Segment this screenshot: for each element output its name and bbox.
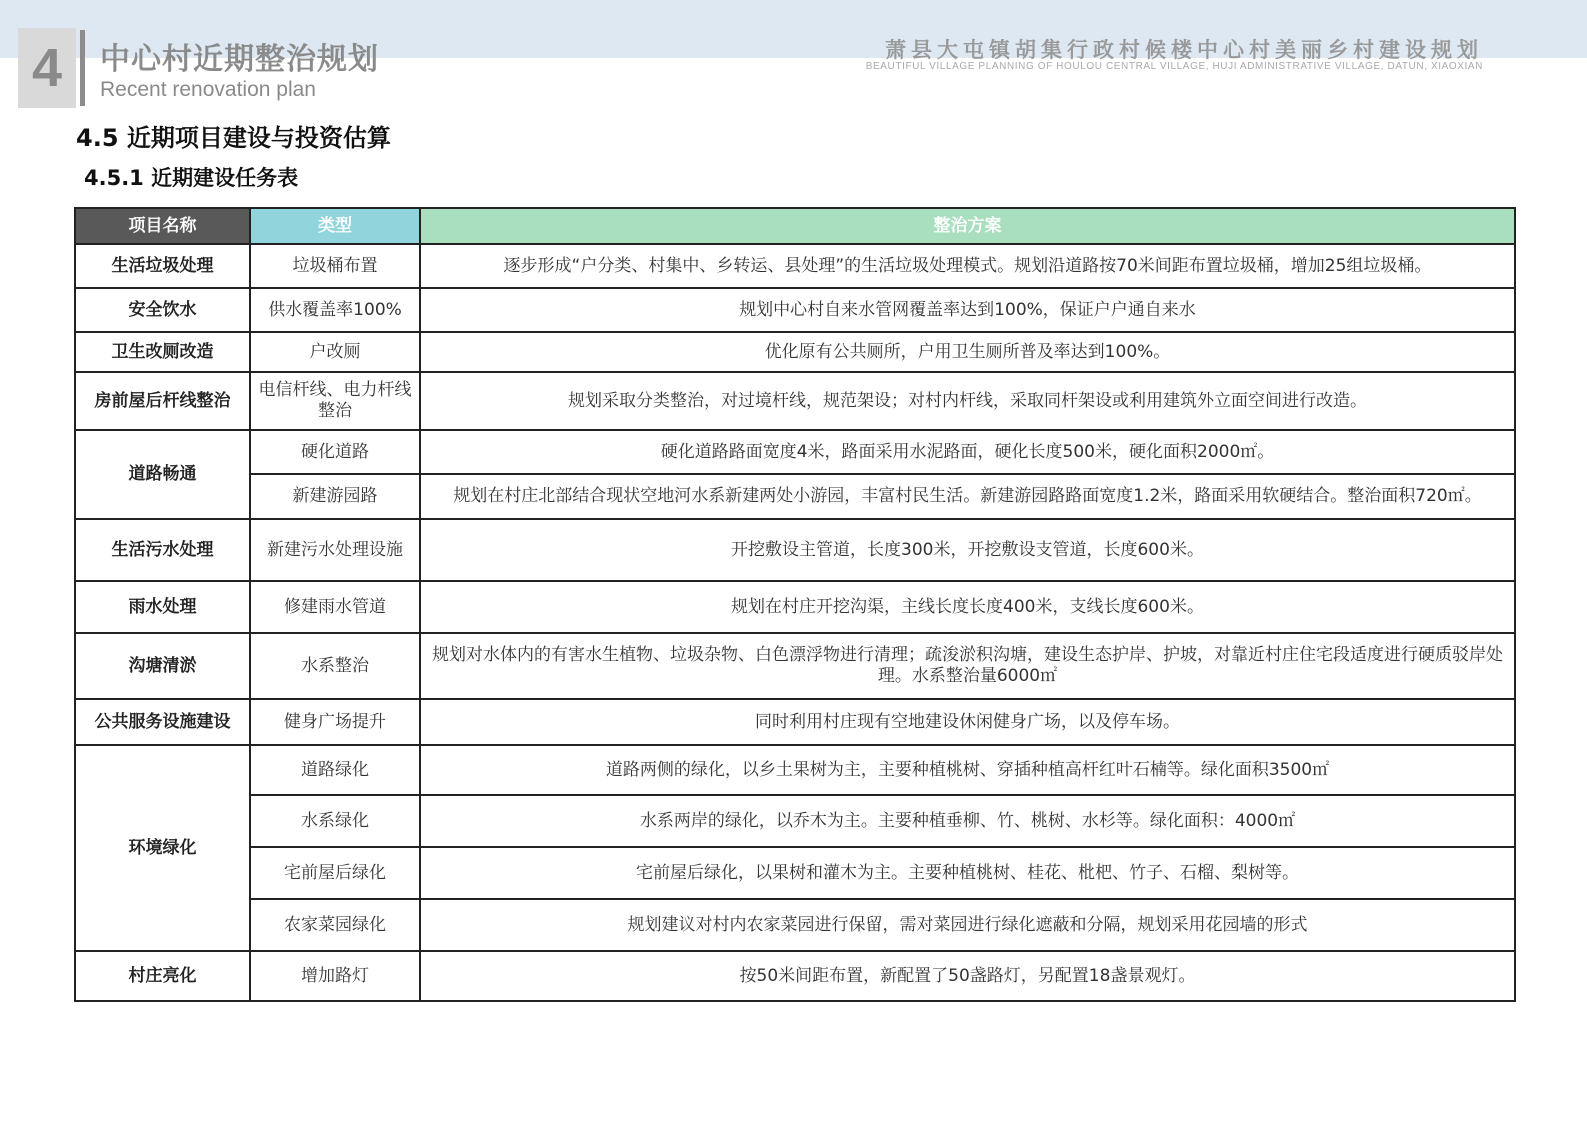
task-table (74, 207, 1516, 1002)
row-name: 雨水处理 (75, 581, 250, 633)
row-name: 道路畅通 (75, 430, 250, 519)
row-type: 新建污水处理设施 (250, 519, 420, 581)
row-plan: 逐步形成“户分类、村集中、乡转运、县处理”的生活垃圾处理模式。规划沿道路按70米间距布置垃圾桶，增加25组垃圾桶。 (420, 244, 1515, 288)
row-plan: 硬化道路路面宽度4米，路面采用水泥路面，硬化长度500米，硬化面积2000㎡。 (420, 430, 1515, 474)
row-type: 修建雨水管道 (250, 581, 420, 633)
row-plan: 规划在村庄北部结合现状空地河水系新建两处小游园，丰富村民生活。新建游园路路面宽度1.2米，路面采用软硬结合。整治面积720㎡。 (420, 474, 1515, 519)
row-plan: 规划中心村自来水管网覆盖率达到100%，保证户户通自来水 (420, 288, 1515, 332)
row-type: 供水覆盖率100% (250, 288, 420, 332)
table-row (75, 519, 1515, 581)
row-type: 水系整治 (250, 633, 420, 699)
row-name: 房前屋后杆线整治 (75, 372, 250, 430)
row-plan: 宅前屋后绿化，以果树和灌木为主。主要种植桃树、桂花、枇杷、竹子、石榴、梨树等。 (420, 847, 1515, 899)
row-plan: 开挖敷设主管道，长度300米，开挖敷设支管道，长度600米。 (420, 519, 1515, 581)
row-plan: 水系两岸的绿化，以乔木为主。主要种植垂柳、竹、桃树、水杉等。绿化面积：4000㎡ (420, 795, 1515, 847)
row-type: 垃圾桶布置 (250, 244, 420, 288)
table-header-row (75, 208, 1515, 244)
row-name: 卫生改厕改造 (75, 332, 250, 372)
row-plan: 按50米间距布置，新配置了50盏路灯，另配置18盏景观灯。 (420, 951, 1515, 1001)
page-subtitle-en: Recent renovation plan (100, 78, 316, 101)
row-type: 健身广场提升 (250, 699, 420, 745)
row-type: 增加路灯 (250, 951, 420, 1001)
subsection-heading: 4.5.1 近期建设任务表 (84, 166, 299, 190)
section-divider-bar (80, 30, 85, 106)
header-plan: 整治方案 (420, 208, 1515, 244)
table-row (75, 581, 1515, 633)
table-row (75, 244, 1515, 288)
table-row (75, 847, 1515, 899)
row-plan: 规划采取分类整治，对过境杆线，规范架设；对村内杆线，采取同杆架设或利用建筑外立面空间进行改造。 (420, 372, 1515, 430)
row-type: 道路绿化 (250, 745, 420, 795)
row-type: 水系绿化 (250, 795, 420, 847)
table-row (75, 745, 1515, 795)
table-row (75, 474, 1515, 519)
row-type: 宅前屋后绿化 (250, 847, 420, 899)
row-name: 村庄亮化 (75, 951, 250, 1001)
row-plan: 规划对水体内的有害水生植物、垃圾杂物、白色漂浮物进行清理；疏浚淤积沟塘，建设生态护岸、护坡，对靠近村庄住宅段适度进行硬质驳岸处理。水系整治量6000㎡ (420, 633, 1515, 699)
table-row (75, 633, 1515, 699)
row-name: 环境绿化 (75, 745, 250, 951)
section-number-badge: 4 (18, 28, 76, 108)
row-name: 沟塘清淤 (75, 633, 250, 699)
header-project-name: 项目名称 (75, 208, 250, 244)
row-name: 生活垃圾处理 (75, 244, 250, 288)
project-title-en: BEAUTIFUL VILLAGE PLANNING OF HOULOU CENTRAL VILLAGE, HUJI ADMINISTRATIVE VILLAGE, DATUN, XIAOXIAN (865, 61, 1483, 72)
table-row (75, 332, 1515, 372)
page-title: 中心村近期整治规划 (100, 42, 379, 77)
row-plan: 道路两侧的绿化，以乡土果树为主，主要种植桃树、穿插种植高杆红叶石楠等。绿化面积3500㎡ (420, 745, 1515, 795)
row-type: 农家菜园绿化 (250, 899, 420, 951)
row-plan: 同时利用村庄现有空地建设休闲健身广场，以及停车场。 (420, 699, 1515, 745)
row-type: 电信杆线、电力杆线整治 (250, 372, 420, 430)
project-title: 萧县大屯镇胡集行政村候楼中心村美丽乡村建设规划 (885, 38, 1483, 62)
table-row (75, 288, 1515, 332)
row-name: 公共服务设施建设 (75, 699, 250, 745)
row-plan: 规划在村庄开挖沟渠，主线长度长度400米，支线长度600米。 (420, 581, 1515, 633)
table-row (75, 372, 1515, 430)
row-plan: 规划建议对村内农家菜园进行保留，需对菜园进行绿化遮蔽和分隔，规划采用花园墙的形式 (420, 899, 1515, 951)
table-row (75, 430, 1515, 474)
table-row (75, 951, 1515, 1001)
row-plan: 优化原有公共厕所，户用卫生厕所普及率达到100%。 (420, 332, 1515, 372)
table-row (75, 899, 1515, 951)
header-type: 类型 (250, 208, 420, 244)
section-heading: 4.5 近期项目建设与投资估算 (76, 124, 391, 152)
row-type: 硬化道路 (250, 430, 420, 474)
row-name: 生活污水处理 (75, 519, 250, 581)
table-row (75, 795, 1515, 847)
row-name: 安全饮水 (75, 288, 250, 332)
table-row (75, 699, 1515, 745)
row-type: 新建游园路 (250, 474, 420, 519)
row-type: 户改厕 (250, 332, 420, 372)
